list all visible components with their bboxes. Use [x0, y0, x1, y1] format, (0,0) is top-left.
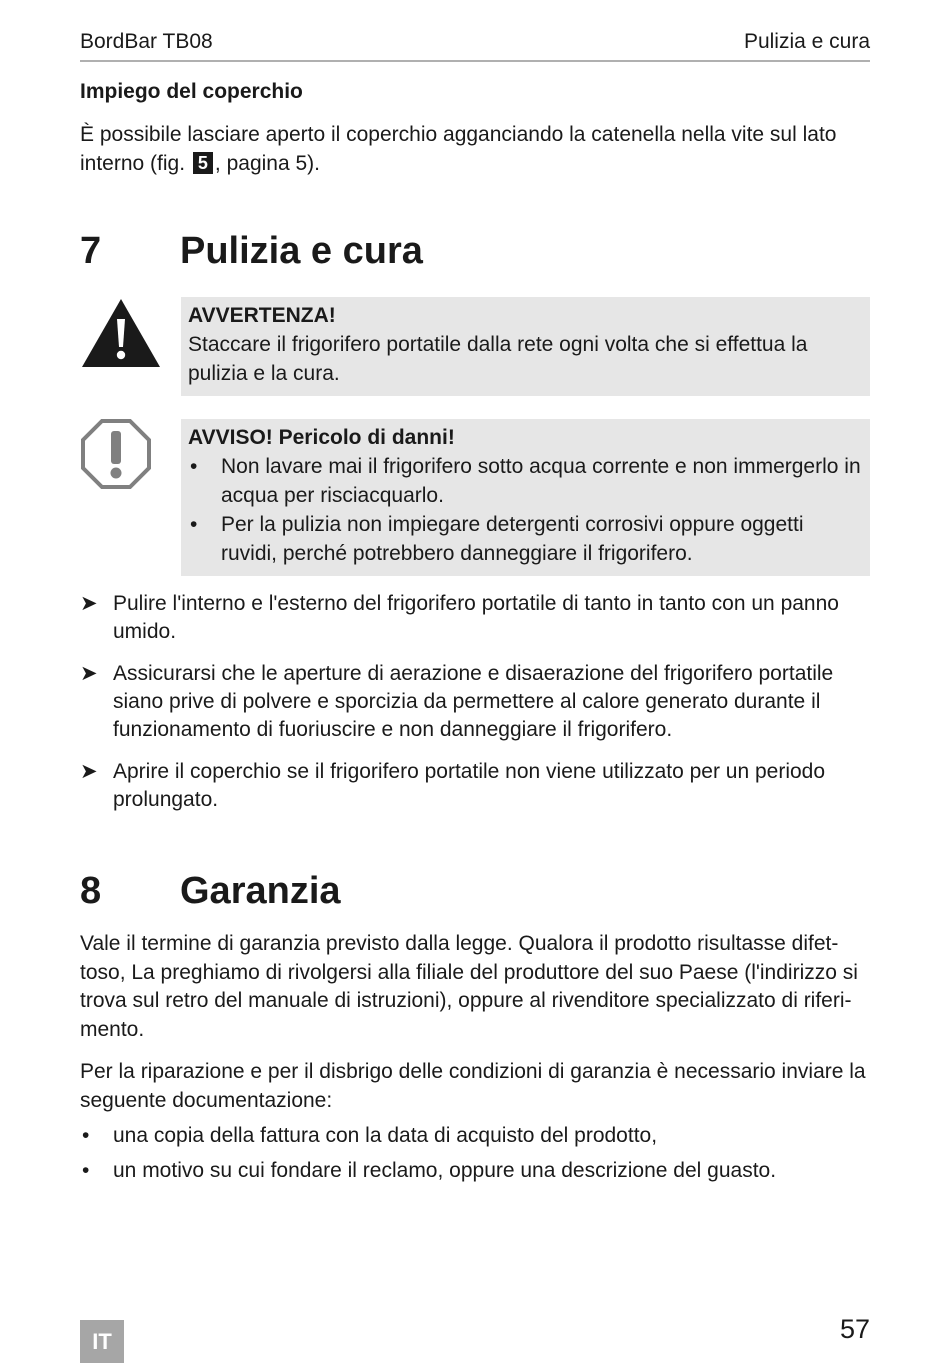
step-text: Assicurarsi che le aperture di aerazione e disaerazione del frigorifero portatile siano prive di polvere e sporcizia da permettere al calore generato durante il funzionamento di fuoriuscire e non danneggiare il frigorifero. [113, 662, 834, 741]
figure-reference: 5 [193, 152, 213, 174]
list-item [80, 1122, 870, 1150]
section-8-number: 8 [80, 870, 102, 912]
section-7-number: 7 [80, 230, 102, 272]
list-item-text: una copia della fattura con la data di acquisto del prodotto, [113, 1124, 658, 1147]
header-product-name: BordBar TB08 [80, 30, 213, 53]
lid-paragraph [80, 120, 870, 178]
lid-heading: Impiego del coperchio [80, 80, 303, 103]
lid-text-before: È possibile lasciare aperto il coperchio agganciando la catenella nella vite sul lato interno (fig. [80, 123, 837, 175]
step-item [80, 590, 870, 646]
section-7-title: Pulizia e cura [180, 230, 423, 272]
warning-triangle-icon [80, 297, 162, 369]
arrow-icon: ➤ [80, 760, 98, 783]
arrow-icon: ➤ [80, 662, 98, 685]
warranty-paragraph-2: Per la riparazione e per il disbrigo delle condizioni di garanzia è necessario inviare la seguente documentazione: [80, 1060, 866, 1112]
warning-title: AVVERTENZA! [188, 304, 336, 327]
arrow-icon: ➤ [80, 592, 98, 615]
step-text: Pulire l'interno e l'esterno del frigorifero portatile di tanto in tanto con un panno umido. [113, 592, 839, 643]
warranty-documents-list [80, 1122, 870, 1192]
notice-item: • Non lavare mai il frigorifero sotto acqua corrente e non immergerlo in acqua per risciacquarlo. [188, 452, 863, 510]
page-header [80, 28, 870, 62]
warning-text: Staccare il frigorifero portatile dalla rete ogni volta che si effettua la pulizia e la cura. [188, 333, 808, 385]
notice-title: AVVISO! Pericolo di danni! [188, 426, 455, 449]
notice-box [181, 419, 870, 576]
page-number: 57 [839, 1314, 870, 1344]
header-chapter-name: Pulizia e cura [743, 30, 870, 53]
step-item [80, 660, 870, 744]
list-item [80, 1157, 870, 1185]
step-item [80, 758, 870, 814]
step-text: Aprire il coperchio se il frigorifero portatile non viene utilizzato per un periodo prolungato. [113, 760, 826, 811]
warning-box [181, 297, 870, 396]
warranty-paragraph-1: Vale il termine di garanzia previsto dalla legge. Qualora il prodotto risultasse difettoso, La preghiamo di rivolgersi alla filiale del produttore del suo Paese (l'indirizzo si trova sul retro del manuale di istruzioni), oppure al rivenditore specializzato di riferimento. [80, 932, 858, 1041]
cleaning-steps [80, 590, 870, 828]
list-item-text: un motivo su cui fondare il reclamo, oppure una descrizione del guasto. [113, 1159, 777, 1182]
notice-list [188, 452, 863, 568]
notice-item: • Per la pulizia non impiegare detergenti corrosivi oppure oggetti ruvidi, perché potrebbero danneggiare il frigorifero. [188, 510, 863, 568]
language-badge: IT [80, 1320, 124, 1363]
octagon-exclamation-icon [80, 418, 152, 490]
lid-text-after: , pagina 5). [214, 152, 320, 175]
bullet-icon: • [82, 1124, 90, 1147]
section-8-title: Garanzia [180, 870, 341, 912]
bullet-icon: • [82, 1159, 90, 1182]
